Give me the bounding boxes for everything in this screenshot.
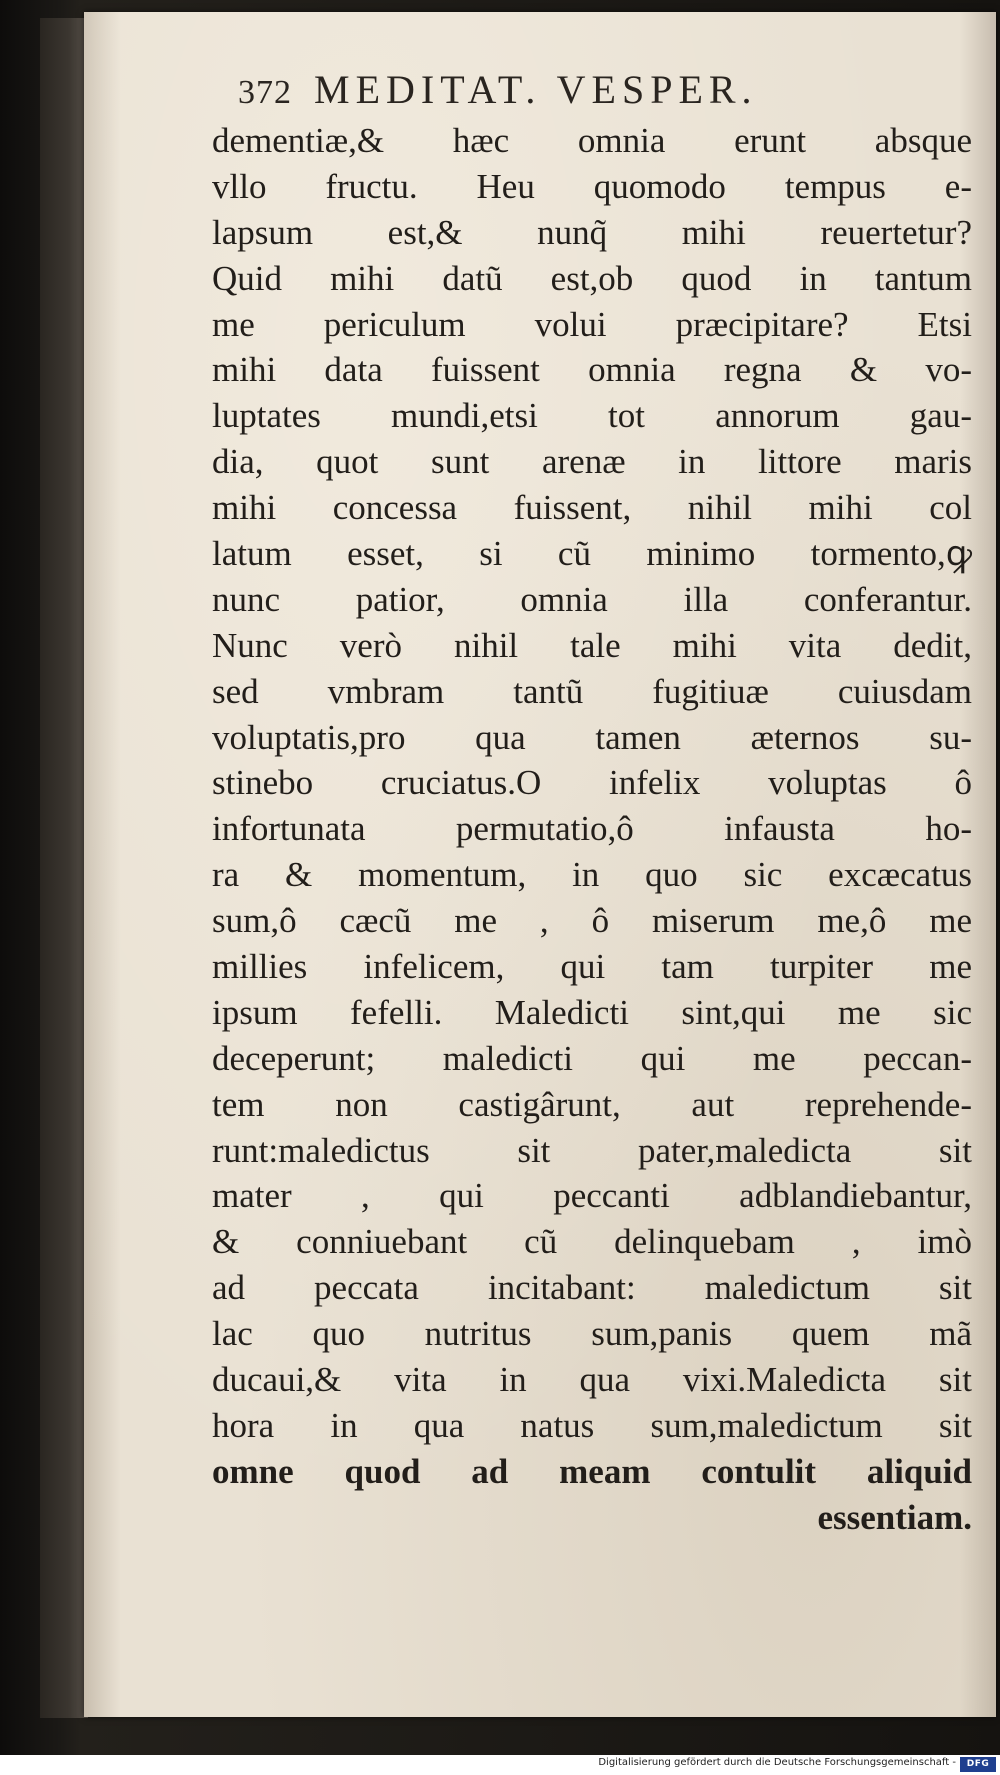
digitization-credit: Digitalisierung gefördert durch die Deutsche Forschungsgemeinschaft -	[598, 1757, 956, 1768]
book-edge	[40, 18, 88, 1718]
text-line: ducaui,& vita in qua vixi.Maledicta sit	[212, 1360, 972, 1400]
text-line: tem non castigârunt, aut reprehende-	[212, 1084, 972, 1124]
text-line: ra & momentum, in quo sic excæcatus	[212, 855, 972, 895]
dfg-logo: DFG	[960, 1757, 996, 1772]
text-line: omne quod ad meam contulit aliquid	[212, 1451, 972, 1491]
page-header	[238, 66, 858, 116]
text-line: millies infelicem, qui tam turpiter me	[212, 947, 972, 987]
text-line: hora in qua natus sum,maledictum sit	[212, 1405, 972, 1445]
text-line: luptates mundi,etsi tot annorum gau-	[212, 396, 972, 436]
text-line: & conniuebant cũ delinquebam , imò	[212, 1222, 972, 1262]
text-line: dementiæ,& hæc omnia erunt absque	[212, 121, 972, 160]
text-line: deceperunt; maledicti qui me peccan-	[212, 1038, 972, 1078]
text-line: latum esset, si cũ minimo tormento,ꝙ	[212, 534, 972, 574]
text-line: me periculum volui præcipitare? Etsi	[212, 304, 972, 344]
text-line: nunc patior, omnia illa conferantur.	[212, 579, 972, 619]
text-line: lapsum est,& nunq̃ mihi reuertetur?	[212, 212, 972, 252]
page-number: 372	[238, 74, 292, 111]
text-line: vllo fructu. Heu quomodo tempus e-	[212, 166, 972, 206]
text-line: sum,ô cæcũ me , ô miserum me,ô me	[212, 901, 972, 941]
text-line: ad peccata incitabant: maledictum sit	[212, 1268, 972, 1308]
text-line: mihi data fuissent omnia regna & vo-	[212, 350, 972, 390]
text-line: dia, quot sunt arenæ in littore maris	[212, 442, 972, 482]
text-line: infortunata permutatio,ô infausta ho-	[212, 809, 972, 849]
text-line: runt:maledictus sit pater,maledicta sit	[212, 1130, 972, 1170]
body-text	[212, 118, 972, 1541]
text-line: mihi concessa fuissent, nihil mihi col	[212, 488, 972, 528]
running-head: MEDITAT. VESPER.	[314, 67, 758, 112]
text-line: ipsum fefelli. Maledicti sint,qui me sic	[212, 992, 972, 1032]
text-line-final: essentiam.	[817, 1497, 972, 1537]
text-line: sed vmbram tantũ fugitiuæ cuiusdam	[212, 671, 972, 711]
text-line: voluptatis,pro qua tamen æternos su-	[212, 717, 972, 757]
text-line: mater , qui peccanti adblandiebantur,	[212, 1176, 972, 1216]
text-line: lac quo nutritus sum,panis quem mã	[212, 1314, 972, 1354]
text-line: Quid mihi datũ est,ob quod in tantum	[212, 258, 972, 298]
text-line: stinebo cruciatus.O infelix voluptas ô	[212, 763, 972, 803]
text-line: Nunc verò nihil tale mihi vita dedit,	[212, 625, 972, 665]
